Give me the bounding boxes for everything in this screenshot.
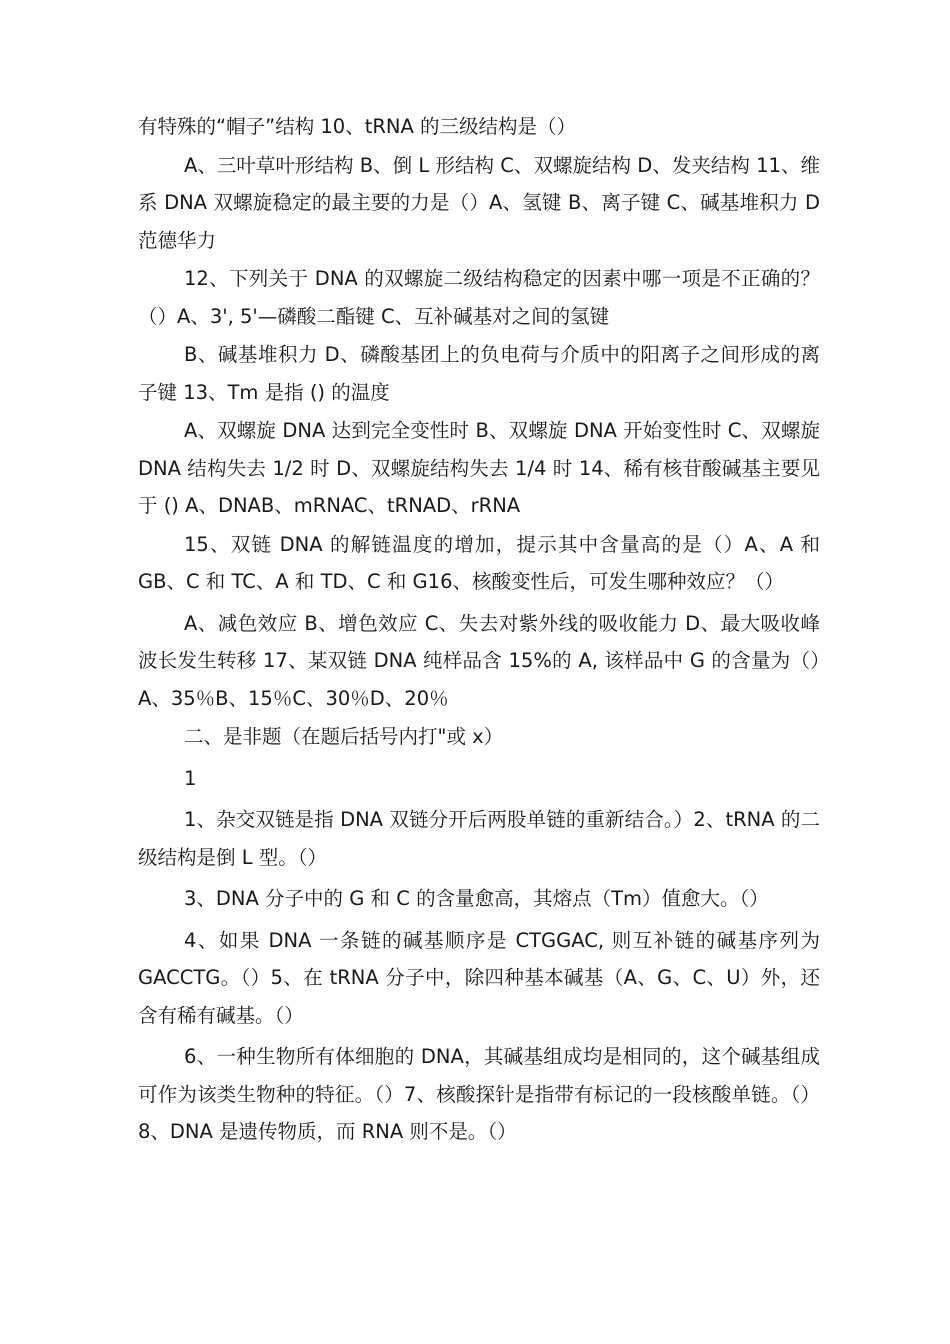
paragraph-4: B、碱基堆积力 D、磷酸基团上的负电荷与介质中的阳离子之间形成的离子键 13、Tm 是指 () 的温度: [138, 343, 820, 404]
paragraph-10: 1、杂交双链是指 DNA 双链分开后两股单链的重新结合。）2、tRNA 的二级结构是倒 L 型。（）: [138, 808, 820, 869]
paragraph-7: A、减色效应 B、增色效应 C、失去对紫外线的吸收能力 D、最大吸收峰波长发生转移 17、某双链 DNA 纯样品含 15%的 A, 该样品中 G 的含量为（）A、35％B、15％C、30％D、20％: [138, 611, 820, 710]
paragraph-6: 15、双链 DNA 的解链温度的增加，提示其中含量高的是（）A、A 和 GB、C 和 TC、A 和 TD、C 和 G16、核酸变性后，可发生哪种效应？（）: [138, 532, 820, 593]
paragraph-13: 6、一种生物所有体细胞的 DNA，其碱基组成均是相同的，这个碱基组成可作为该类生物种的特征。（）7、核酸探针是指带有标记的一段核酸单链。（）8、DNA 是遗传物质，而 RNA 则不是。（）: [138, 1045, 820, 1143]
paragraph-2: A、三叶草叶形结构 B、倒 L 形结构 C、双螺旋结构 D、发夹结构 11、维系 DNA 双螺旋稳定的最主要的力是（）A、氢键 B、离子键 C、碱基堆积力 D 范德华力: [138, 153, 820, 252]
paragraph-12: 4、如果 DNA 一条链的碱基顺序是 CTGGAC, 则互补链的碱基序列为 GACCTG。（）5、在 tRNA 分子中，除四种基本碱基（A、G、C、U）外，还含有稀有碱基。（）: [138, 928, 820, 1027]
paragraph-5: A、双螺旋 DNA 达到完全变性时 B、双螺旋 DNA 开始变性时 C、双螺旋 DNA 结构失去 1/2 时 D、双螺旋结构失去 1/4 时 14、稀有核苷酸碱基主要见于 () A、DNAB、mRNAC、tRNAD、rRNA: [138, 419, 820, 517]
section-heading: 二、是非题（在题后括号内打"或 x）: [184, 725, 504, 748]
paragraph-1: 有特殊的“帽子”结构 10、tRNA 的三级结构是（）: [138, 115, 577, 138]
document-body: [138, 108, 820, 1152]
paragraph-11: 3、DNA 分子中的 G 和 C 的含量愈高，其熔点（Tm）值愈大。（）: [184, 887, 769, 910]
paragraph-3: 12、下列关于 DNA 的双螺旋二级结构稳定的因素中哪一项是不正确的？（）A、3', 5'—磷酸二酯键 C、互补碱基对之间的氢键: [138, 267, 820, 328]
page-number: 1: [184, 766, 197, 790]
